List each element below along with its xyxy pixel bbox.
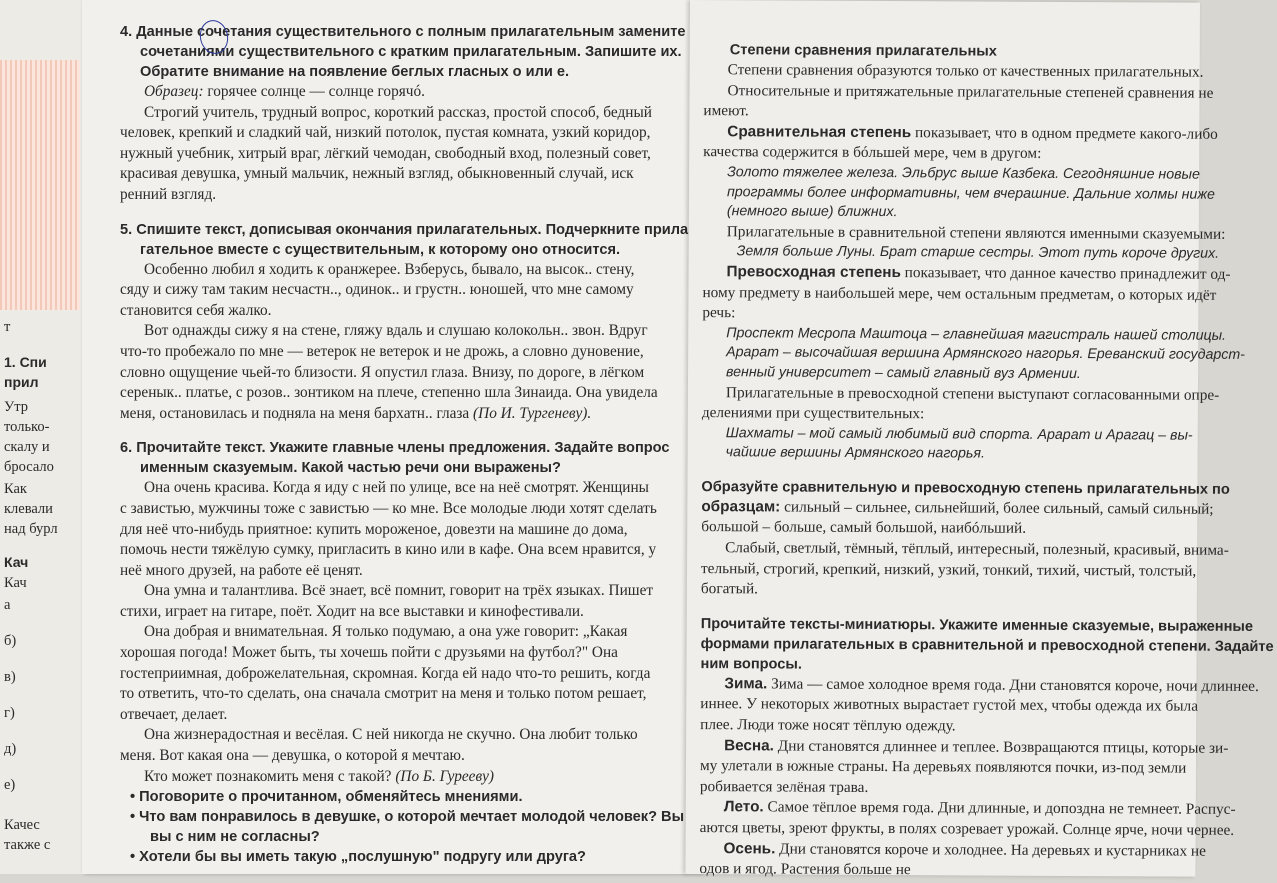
underlying-fragment: также с: [4, 837, 51, 853]
comparative-definition-2: качества содержится в бóльшей мере, чем в другом:: [703, 143, 1042, 163]
text-line: то ответить, что-то сделать, она сначала смотрит на меня и только потом решает,: [120, 685, 647, 703]
text-line: Строгий учитель, трудный вопрос, короткий рассказ, простой способ, бедный: [144, 103, 652, 121]
discussion-question: вы с ним не согласны?: [150, 829, 320, 846]
superlative-attribute-rule-1: Прилагательные в превосходной степени выступают согласованными опре-: [725, 383, 1220, 404]
spring-line-2: му улетали в южные страны. На деревьях появляются почки, из-под земли: [699, 757, 1187, 777]
task-miniatures: [699, 614, 1274, 883]
text-line: становится себя жалко.: [120, 301, 272, 319]
underlying-fragment: д): [4, 741, 17, 757]
section-title: Степени сравнения прилагательных: [729, 42, 997, 60]
superlative-examples: [702, 324, 1245, 385]
text-line: венный университет – самый главный вуз Армении.: [726, 364, 1081, 382]
left-page: [82, 0, 702, 874]
text-line: стихи, играет на гитаре, поёт. Ходит на все выставки и кинофестивали.: [120, 602, 584, 620]
task-degrees: [700, 477, 1230, 603]
task1-sample-1: образцам: сильный – сильнее, сильнейший, более сильный, самый сильный;: [701, 497, 1214, 518]
text-line: для неё что-нибудь приятное: купить мороженое, довезти на машине до дома,: [120, 520, 628, 538]
underlying-fragment: 1. Спи: [4, 354, 47, 370]
ex6-text: [120, 478, 702, 787]
discussion-question: • Хотели бы вы иметь такую „послушную" подругу или друга?: [130, 849, 586, 866]
comparative-definition-1: Сравнительная степень показывает, что в одном предмете какого-либо: [727, 122, 1218, 143]
comparative-examples: [703, 163, 1216, 224]
text-line: словно ощущение чьей-то близости. Я опустил глаза. Внизу, по дороге, в лёгком: [120, 363, 645, 381]
text-line: меня, остановилась и подняла на меня бархатн.. глаза (По И. Тургеневу).: [120, 404, 592, 422]
text-line: красивая девушка, умный мальчик, нежный взгляд, обыкновенный случай, иск: [120, 165, 634, 183]
text-line: Шахматы – мой самый любимый вид спорта. Арарат и Арагац – вы-: [725, 424, 1193, 444]
text-line: Особенно любил я ходить к оранжерее. Взберусь, бывало, на высок.. стену,: [144, 260, 635, 278]
text-line: человек, крепкий и сладкий чай, низкий потолок, пустая комната, узкий коридор,: [120, 124, 651, 142]
text-line: программы более информативны, чем вчерашние. Дальние холмы ниже: [726, 183, 1216, 203]
task1-words-3: богатый.: [700, 580, 759, 598]
ex5-heading-line-1: 5. Спишите текст, дописывая окончания прилагательных. Подчеркните прила: [120, 221, 689, 238]
discussion-question: • Поговорите о прочитанном, обменяйтесь мнениями.: [130, 789, 523, 806]
text-line: хорошая погода! Может быть, ты хочешь пойти с друзьями на футбол?" Она: [120, 644, 618, 662]
text-line: Арарат – высочайшая вершина Армянского нагорья. Ереванский государст-: [726, 344, 1245, 364]
text-line: Она умна и талантлива. Всё знает, всё помнит, говорит на трёх языках. Пишет: [144, 582, 654, 600]
text-line: Она жизнерадостная и весёлая. С ней никогда не скучно. Она любит только: [144, 726, 638, 744]
task2-heading-1: Прочитайте тексты-миниатюры. Укажите именные сказуемые, выраженные: [700, 615, 1254, 635]
winter-line-2: иннее. У некоторых животных вырастает густой мех, чтобы одежда их была: [700, 695, 1199, 716]
right-page: [685, 0, 1274, 879]
comparative-predicate-rule: Прилагательные в сравнительной степени являются именными сказуемыми:: [726, 222, 1226, 243]
underlying-fragment: прил: [4, 374, 39, 390]
text-line: меня. Вот какая она — девушка, о которой я мечтаю.: [120, 747, 465, 765]
text-line: Вот однажды сижу я на стене, гляжу вдаль и слушаю колокольн.. звон. Вдруг: [144, 322, 648, 340]
rule-paragraph-1: Степени сравнения образуются только от качественных прилагательных.: [727, 61, 1204, 81]
ex4-heading-line-3: Обратите внимание на появление беглых гласных о или е.: [140, 64, 570, 80]
task1-words-2: тельный, строгий, крепкий, низкий, узкий, тонкий, тихий, чистый, толстый,: [700, 559, 1197, 580]
underlying-fragment: скалу и: [4, 439, 50, 455]
ex5-source: (По И. Тургеневу).: [473, 404, 592, 422]
ex6-heading-line-1: 6. Прочитайте текст. Укажите главные члены предложения. Задайте вопрос: [120, 440, 670, 457]
winter-line-1: Зима. Зима — самое холодное время года. Дни становятся короче, ночи длиннее.: [724, 675, 1259, 695]
text-line: сяду и сижу там таким несчастн.., одинок.. и грустн.. юношей, что мне самому: [120, 281, 634, 299]
exercise-6: [120, 438, 702, 867]
underlying-fragment: только-: [4, 419, 50, 435]
underlying-fragment: бросало: [4, 459, 54, 475]
text-line: Она добрая и внимательная. Я только подумаю, а она уже говорит: „Какая: [144, 623, 628, 641]
underlying-fragment: Качес: [4, 817, 40, 833]
superlative-attribute-examples: [702, 424, 1198, 466]
ex4-sample: Образец: горячее солнце — солнце горячó.: [144, 83, 425, 100]
underlying-fragment: Утр: [4, 399, 29, 415]
underlying-fragment: г): [4, 705, 15, 721]
comparison-degrees-section: [701, 40, 1245, 465]
task2-heading-3: ним вопросы.: [700, 655, 802, 673]
task1-sample-2: большой – больше, самый большой, наибóльший.: [701, 518, 1027, 538]
text-line: нужный учебник, хитрый враг, лёгкий чемодан, свободный вход, полезный совет,: [120, 144, 651, 162]
underlying-fragment: в): [4, 669, 16, 685]
underlying-fragment: б): [4, 633, 17, 649]
underlying-fragment: клевали: [4, 501, 53, 517]
superlative-definition-2: ному предмету в наибольшей мере, чем остальным предметам, о которых идёт: [702, 283, 1217, 304]
underlying-fragment: е): [4, 777, 16, 793]
text-line: ренний взгляд.: [120, 185, 217, 203]
rule-paragraph-2a: Относительные и притяжательные прилагательные степеней сравнения не: [727, 81, 1214, 102]
text-line: Золото тяжелее железа. Эльбрус выше Казбека. Сегодняшние новые: [727, 164, 1200, 183]
ex4-heading-line-2: сочетаниями существительного с кратким прилагательным. Запишите их.: [140, 44, 682, 60]
rule-paragraph-2b: имеют.: [703, 102, 749, 120]
text-line: помочь нести тяжёлую сумку, пригласить в кино или в кафе. Она всем нравится, у: [120, 541, 657, 559]
exercise-5: [120, 220, 702, 425]
winter-line-3: плее. Люди тоже носят тёплую одежду.: [700, 716, 956, 735]
text-line: неё много друзей, на работе её ценят.: [120, 561, 363, 579]
underlying-fragment: над бурл: [4, 521, 58, 537]
text-line: с завистью, мужчины тоже с завистью — ко мне. Все молодые люди хотят сделать: [120, 499, 657, 517]
ex5-text: [120, 260, 702, 425]
text-line: отвечает, делает.: [120, 705, 228, 723]
text-line: что-то пробежало по мне — ветерок не ветерок и не дрожь, а словно дуновение,: [120, 342, 644, 360]
summer-line-2: аются цветы, зреют фрукты, в полях созревает урожай. Солнце ярче, ночи чернее.: [699, 819, 1235, 839]
superlative-definition-3: речь:: [702, 304, 736, 322]
ex6-source: (По Б. Гурееву): [395, 767, 494, 785]
spring-line-1: Весна. Дни становятся длиннее и теплее. Возвращаются птицы, которые зи-: [724, 736, 1229, 757]
text-line: серенык.. платье, с розов.. зонтиком на плече, степенно шла Зинаида. Она увидела: [120, 384, 658, 402]
spring-line-3: робивается зелёная трава.: [699, 777, 869, 796]
discussion-question: • Что вам понравилось в девушке, о которой мечтает молодой человек? Вы: [130, 809, 685, 826]
ex6-heading-line-2: именным сказуемым. Какой частью речи они выражены?: [140, 460, 561, 477]
comparative-predicate-example: Земля больше Луны. Брат старше сестры. Этот путь короче других.: [736, 243, 1220, 263]
superlative-definition-1: Превосходная степень показывает, что данное качество принадлежит од-: [726, 263, 1231, 283]
underlying-fragment: Как: [4, 481, 27, 497]
underlying-fragment: а: [4, 597, 11, 613]
superlative-attribute-rule-2: делениями при существительных:: [701, 404, 925, 423]
ex5-heading-line-2: гательное вместе с существительным, к которому оно относится.: [140, 241, 621, 258]
ex4-heading-line-1: 4. Данные сочетания существительного с полным прилагательным замените: [120, 24, 686, 40]
decorative-stripe: [0, 60, 80, 310]
ex6-questions: [120, 787, 702, 867]
task1-heading-1: Образуйте сравнительную и превосходную степень прилагательных по: [701, 478, 1230, 498]
text-line: Проспект Месропа Маштоца – главнейшая магистраль нашей столицы.: [726, 324, 1227, 344]
underlying-fragment: Кач: [4, 575, 27, 591]
autumn-line-2: одов и ягод. Растения больше не: [699, 860, 911, 879]
underlying-fragment: т: [4, 319, 11, 335]
underlying-fragment: Кач: [4, 554, 29, 570]
text-line: чайшие вершины Армянского нагорья.: [725, 444, 985, 462]
text-line: Кто может познакомить меня с такой? (По Б. Гурееву): [144, 767, 494, 785]
task1-words-1: Слабый, светлый, тёмный, тёплый, интересный, полезный, красивый, внима-: [725, 539, 1229, 559]
task2-heading-2: формами прилагательных в сравнительной и превосходной степени. Задайте: [700, 635, 1274, 655]
autumn-line-1: Осень. Дни становятся короче и холоднее. На деревьях и кустарниках не: [723, 839, 1206, 860]
text-line: Она очень красива. Когда я иду с ней по улице, все на неё смотрят. Женщины: [144, 479, 649, 497]
text-line: (немного выше) ближних.: [726, 203, 898, 221]
summer-line-1: Лето. Самое тёплое время года. Дни длинные, и допоздна не темнеет. Распус-: [723, 798, 1236, 819]
ex4-word-list: [120, 103, 702, 206]
text-line: гостеприимная, доброжелательная, скромная. Когда ей надо что-то решить, когда: [120, 664, 651, 682]
